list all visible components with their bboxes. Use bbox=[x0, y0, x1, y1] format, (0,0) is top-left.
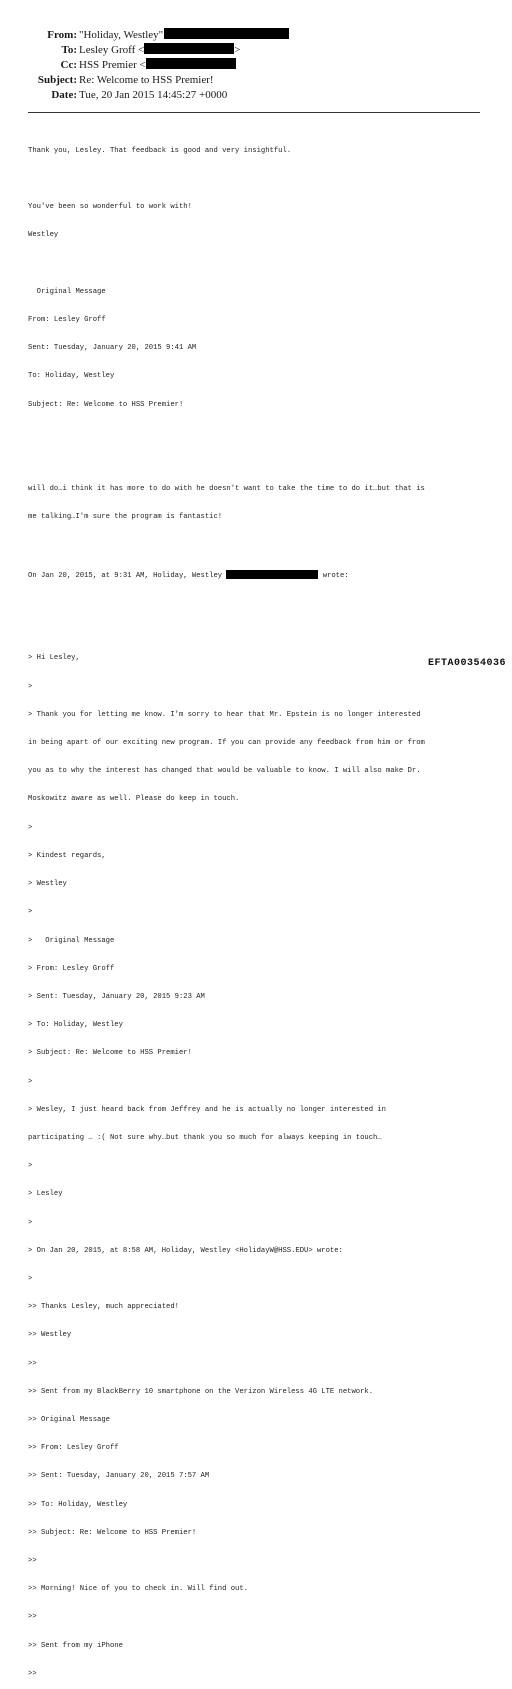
body-line: >> Sent from my iPhone bbox=[28, 1641, 123, 1650]
body-line: You've been so wonderful to work with! bbox=[28, 203, 192, 212]
bates-number: EFTA00354036 bbox=[427, 658, 506, 669]
wrote-line: On Jan 20, 2015, at 9:31 AM, Holiday, Westley wrote: bbox=[28, 571, 349, 580]
from-label: From: bbox=[47, 29, 77, 41]
body-line: >> bbox=[28, 1556, 37, 1565]
date-row bbox=[0, 88, 512, 103]
body-line: > To: Holiday, Westley bbox=[28, 1021, 123, 1030]
body-line: > Thank you for letting me know. I'm sorry to hear that Mr. Epstein is no longer interested bbox=[28, 710, 421, 719]
body-line: >> Subject: Re: Welcome to HSS Premier! bbox=[28, 1528, 197, 1537]
body-line: Westley bbox=[28, 231, 59, 240]
body-line: you as to why the interest has changed that would be valuable to know. I will also make Dr. bbox=[28, 767, 421, 776]
body-line bbox=[28, 429, 488, 438]
body-line: > bbox=[28, 1077, 33, 1086]
body-line: >> bbox=[28, 1359, 37, 1368]
cc-row bbox=[0, 58, 512, 73]
redaction-box bbox=[146, 58, 236, 69]
body-line: >> To: Holiday, Westley bbox=[28, 1500, 128, 1509]
header-divider bbox=[28, 112, 480, 113]
to-value: Lesley Groff < > bbox=[79, 44, 241, 56]
body-line: >> Morning! Nice of you to check in. Will find out. bbox=[28, 1585, 248, 1594]
subject-label: Subject: bbox=[37, 74, 77, 86]
body-line: To: Holiday, Westley bbox=[28, 372, 115, 381]
body-line bbox=[28, 626, 488, 635]
body-line: From: Lesley Groff bbox=[28, 316, 106, 325]
body-line: > bbox=[28, 908, 33, 917]
body-line: > bbox=[28, 682, 33, 691]
body-line: will do…i think it has more to do with he doesn't want to take the time to do it…but that is bbox=[28, 485, 425, 494]
body-line: in being apart of our exciting new program. If you can provide any feedback from him or from bbox=[28, 739, 425, 748]
body-line: participating … :( Not sure why…but thank you so much for always keeping in touch… bbox=[28, 1133, 382, 1142]
subject-value: Re: Welcome to HSS Premier! bbox=[79, 74, 214, 86]
cc-label: Cc: bbox=[60, 59, 77, 71]
date-label: Date: bbox=[51, 89, 77, 101]
body-line: > bbox=[28, 1274, 33, 1283]
body-line: >> Thanks Lesley, much appreciated! bbox=[28, 1303, 179, 1312]
body-line: > Lesley bbox=[28, 1190, 63, 1199]
body-line: >> bbox=[28, 1669, 37, 1678]
body-line: >> Sent from my BlackBerry 10 smartphone on the Verizon Wireless 4G LTE network. bbox=[28, 1387, 374, 1396]
body-line: > Kindest regards, bbox=[28, 851, 106, 860]
body-line: >> Sent: Tuesday, January 20, 2015 7:57 AM bbox=[28, 1472, 210, 1481]
body-line bbox=[28, 175, 488, 184]
body-line: Moskowitz aware as well. Please do keep in touch. bbox=[28, 795, 240, 804]
redaction-box bbox=[164, 28, 289, 39]
body-line: Sent: Tuesday, January 20, 2015 9:41 AM bbox=[28, 344, 197, 353]
body-line bbox=[28, 542, 488, 551]
body-line: >> bbox=[28, 1613, 37, 1622]
subject-row bbox=[0, 73, 512, 88]
body-line bbox=[28, 598, 488, 607]
to-label: To: bbox=[61, 44, 77, 56]
body-line: Subject: Re: Welcome to HSS Premier! bbox=[28, 400, 184, 409]
body-line: Thank you, Lesley. That feedback is good and very insightful. bbox=[28, 146, 292, 155]
body-line: >> Original Message bbox=[28, 1415, 110, 1424]
body-line: > Subject: Re: Welcome to HSS Premier! bbox=[28, 1049, 192, 1058]
redaction-box bbox=[226, 570, 318, 579]
body-line: me talking…I'm sure the program is fantastic! bbox=[28, 513, 223, 522]
date-value: Tue, 20 Jan 2015 14:45:27 +0000 bbox=[79, 89, 228, 101]
redaction-box bbox=[144, 43, 234, 54]
body-line: > Wesley, I just heard back from Jeffrey and he is actually no longer interested in bbox=[28, 1105, 386, 1114]
from-row bbox=[0, 28, 512, 43]
body-line: >> From: Lesley Groff bbox=[28, 1444, 119, 1453]
body-line: >> Westley bbox=[28, 1331, 72, 1340]
body-line: > bbox=[28, 1162, 33, 1171]
email-header bbox=[0, 28, 512, 103]
from-value: "Holiday, Westley" bbox=[79, 28, 289, 43]
body-line bbox=[28, 260, 488, 269]
cc-value: HSS Premier < bbox=[79, 58, 236, 73]
body-line: > On Jan 20, 2015, at 8:58 AM, Holiday, Westley <HolidayW@HSS.EDU> wrote: bbox=[28, 1246, 343, 1255]
body-line: > Hi Lesley, bbox=[28, 654, 80, 663]
to-row bbox=[0, 43, 512, 58]
body-line: > bbox=[28, 823, 33, 832]
body-line: > bbox=[28, 1218, 33, 1227]
body-line: > Original Message bbox=[28, 936, 115, 945]
email-body bbox=[28, 128, 488, 1689]
body-line: > Westley bbox=[28, 880, 67, 889]
body-line: > Sent: Tuesday, January 20, 2015 9:23 AM bbox=[28, 992, 205, 1001]
body-line: > From: Lesley Groff bbox=[28, 964, 115, 973]
body-line bbox=[28, 457, 488, 466]
body-line: Original Message bbox=[28, 287, 106, 296]
